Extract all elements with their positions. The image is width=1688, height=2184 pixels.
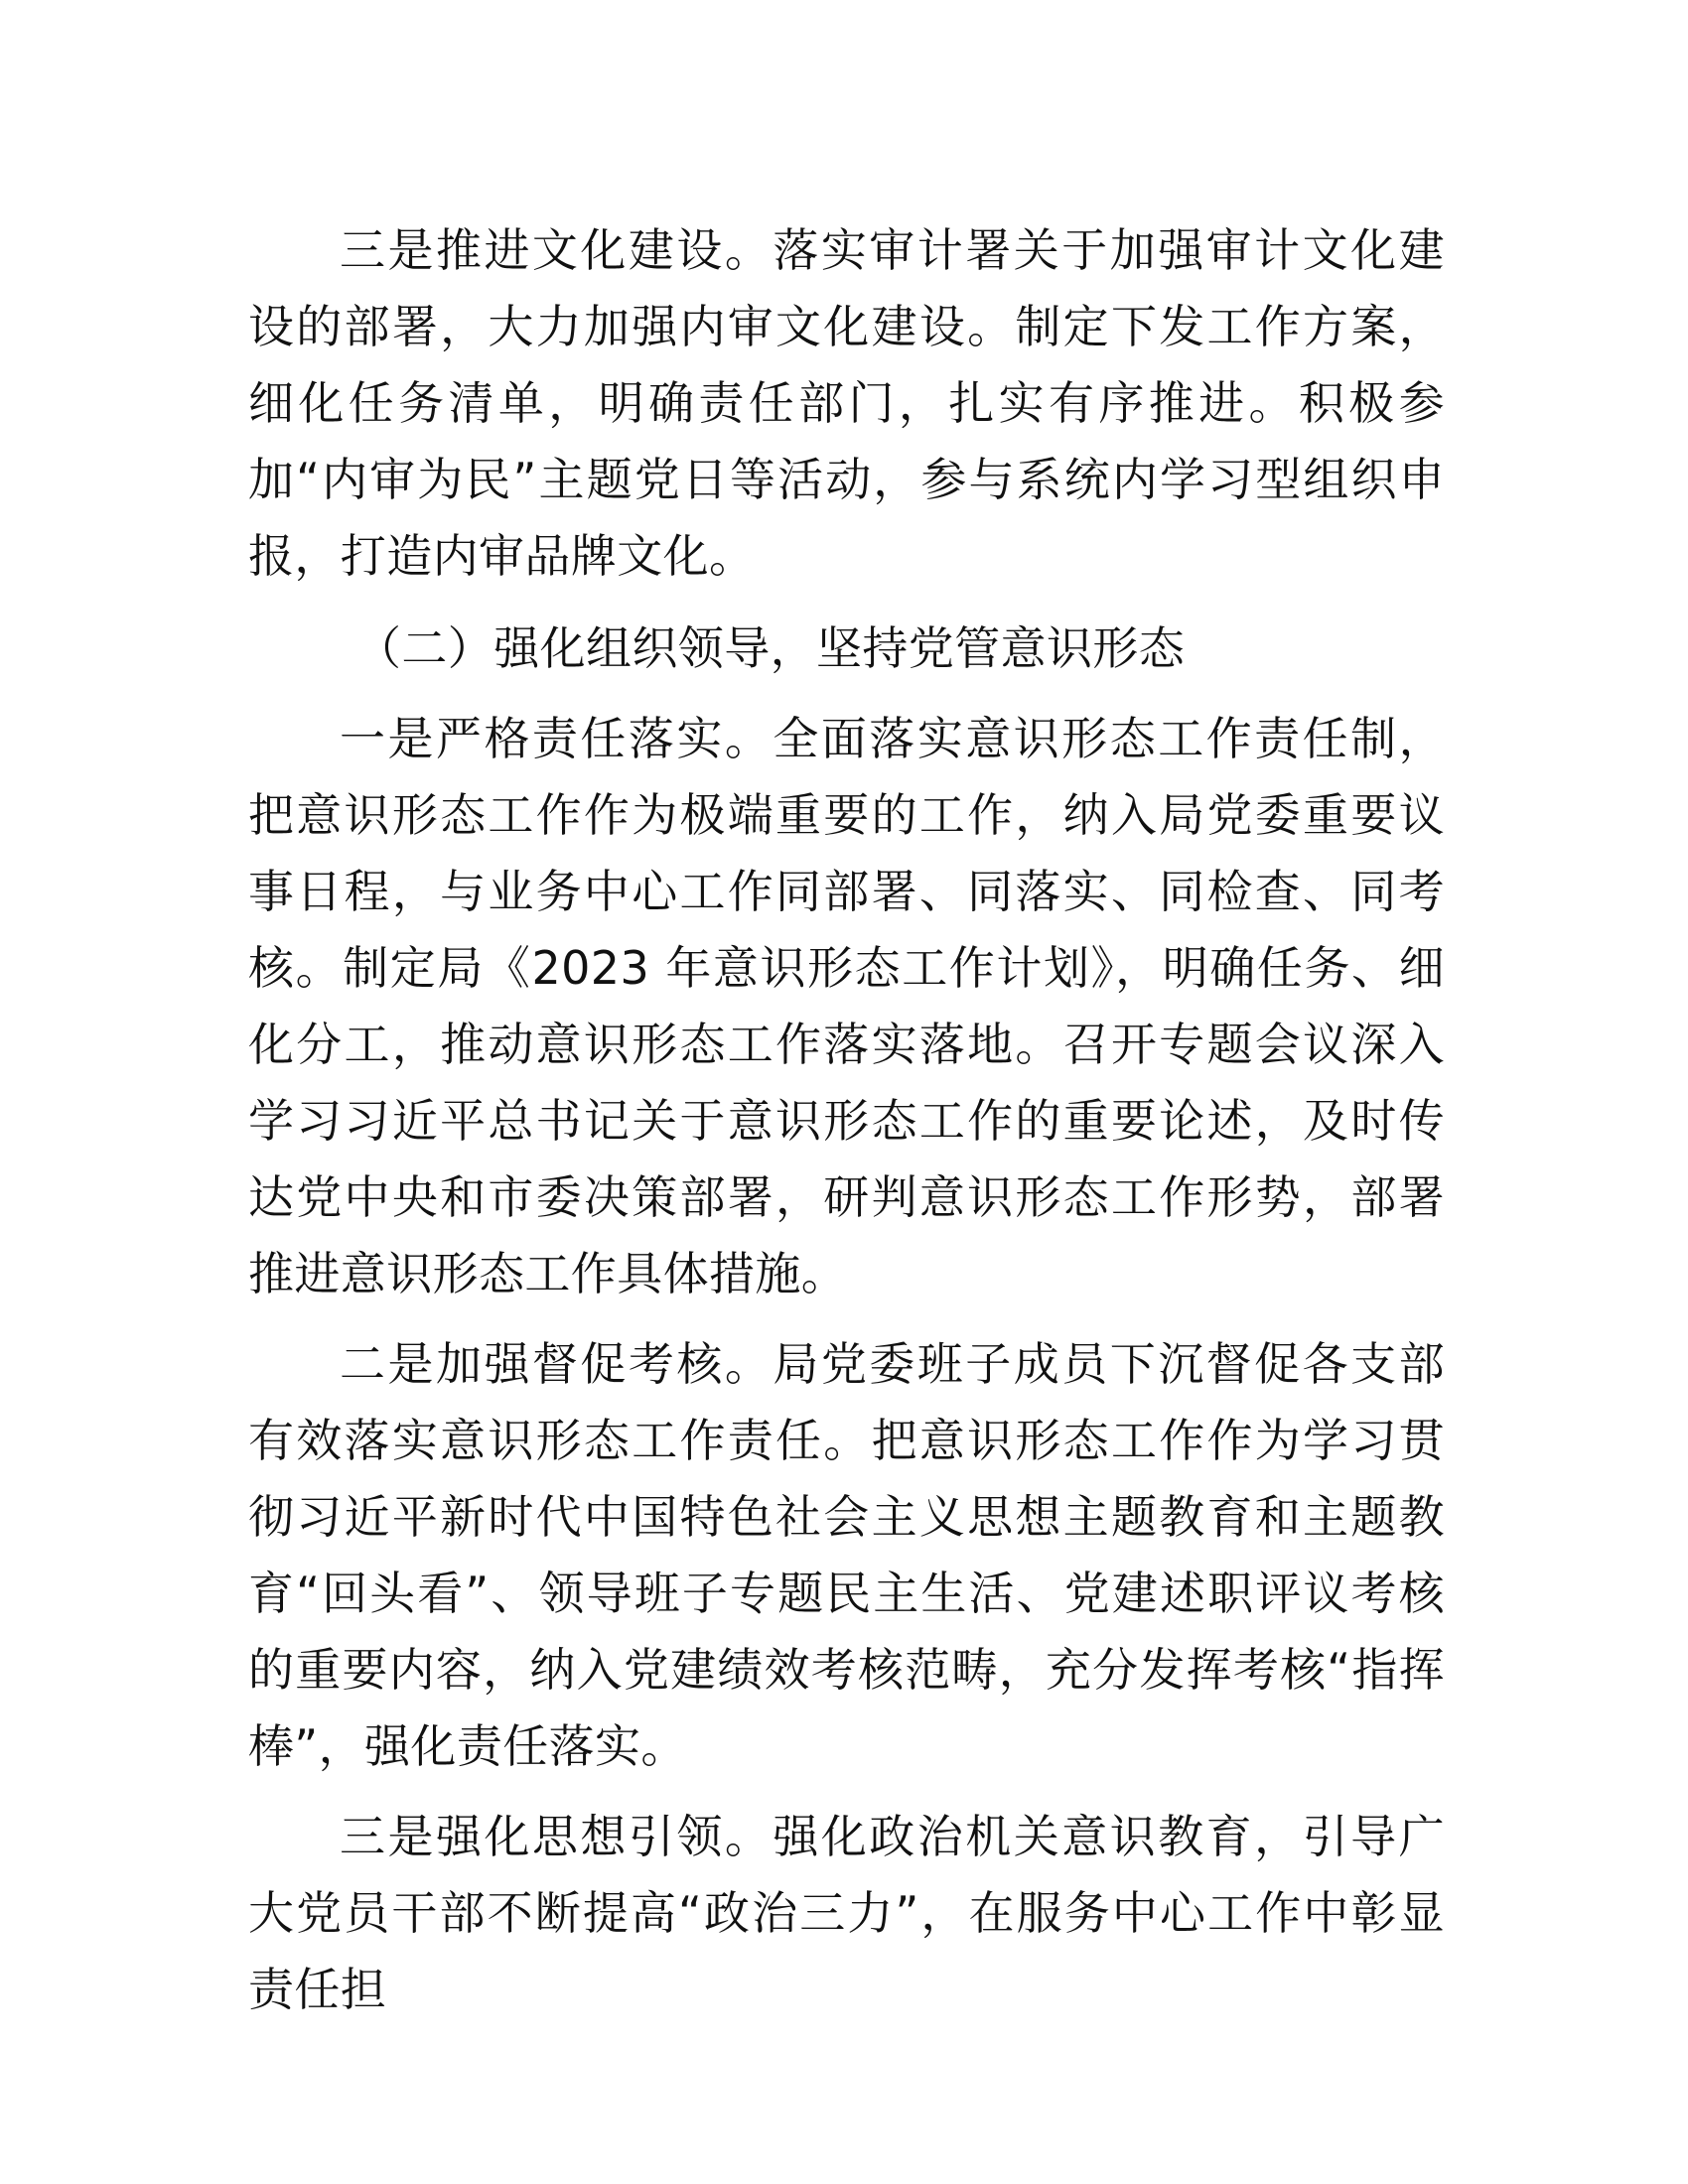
- paragraph-ideological-guidance: 三是强化思想引领。强化政治机关意识教育，引导广大党员干部不断提高“政治三力”，在服务中心工作中彰显责任担: [248, 1810, 1445, 2016]
- paragraph-culture-building: 三是推进文化建设。落实审计署关于加强审计文化建设的部署，大力加强内审文化建设。制定下发工作方案，细化任务清单，明确责任部门，扎实有序推进。积极参加“内审为民”主题党日等活动，参与系统内学习型组织申报，打造内审品牌文化。: [248, 223, 1445, 583]
- section-heading-organization-leadership: （二）强化组织领导，坚持党管意识形态: [355, 621, 1186, 675]
- paragraph-supervision-assessment: 二是加强督促考核。局党委班子成员下沉督促各支部有效落实意识形态工作责任。把意识形态工作作为学习贯彻习近平新时代中国特色社会主义思想主题教育和主题教育“回头看”、领导班子专题民主生活、党建述职评议考核的重要内容，纳入党建绩效考核范畴，充分发挥考核“指挥棒”，强化责任落实。: [248, 1337, 1445, 1773]
- document-body: [248, 212, 1445, 2042]
- paragraph-responsibility-implementation: 一是严格责任落实。全面落实意识形态工作责任制，把意识形态工作作为极端重要的工作，纳入局党委重要议事日程，与业务中心工作同部署、同落实、同检查、同考核。制定局《2023 年意识形态工作计划》，明确任务、细化分工，推动意识形态工作落实落地。召开专题会议深入学习习近平总书记关于意识形态工作的重要论述，及时传达党中央和市委决策部署，研判意识形态工作形势，部署推进意识形态工作具体措施。: [248, 712, 1445, 1300]
